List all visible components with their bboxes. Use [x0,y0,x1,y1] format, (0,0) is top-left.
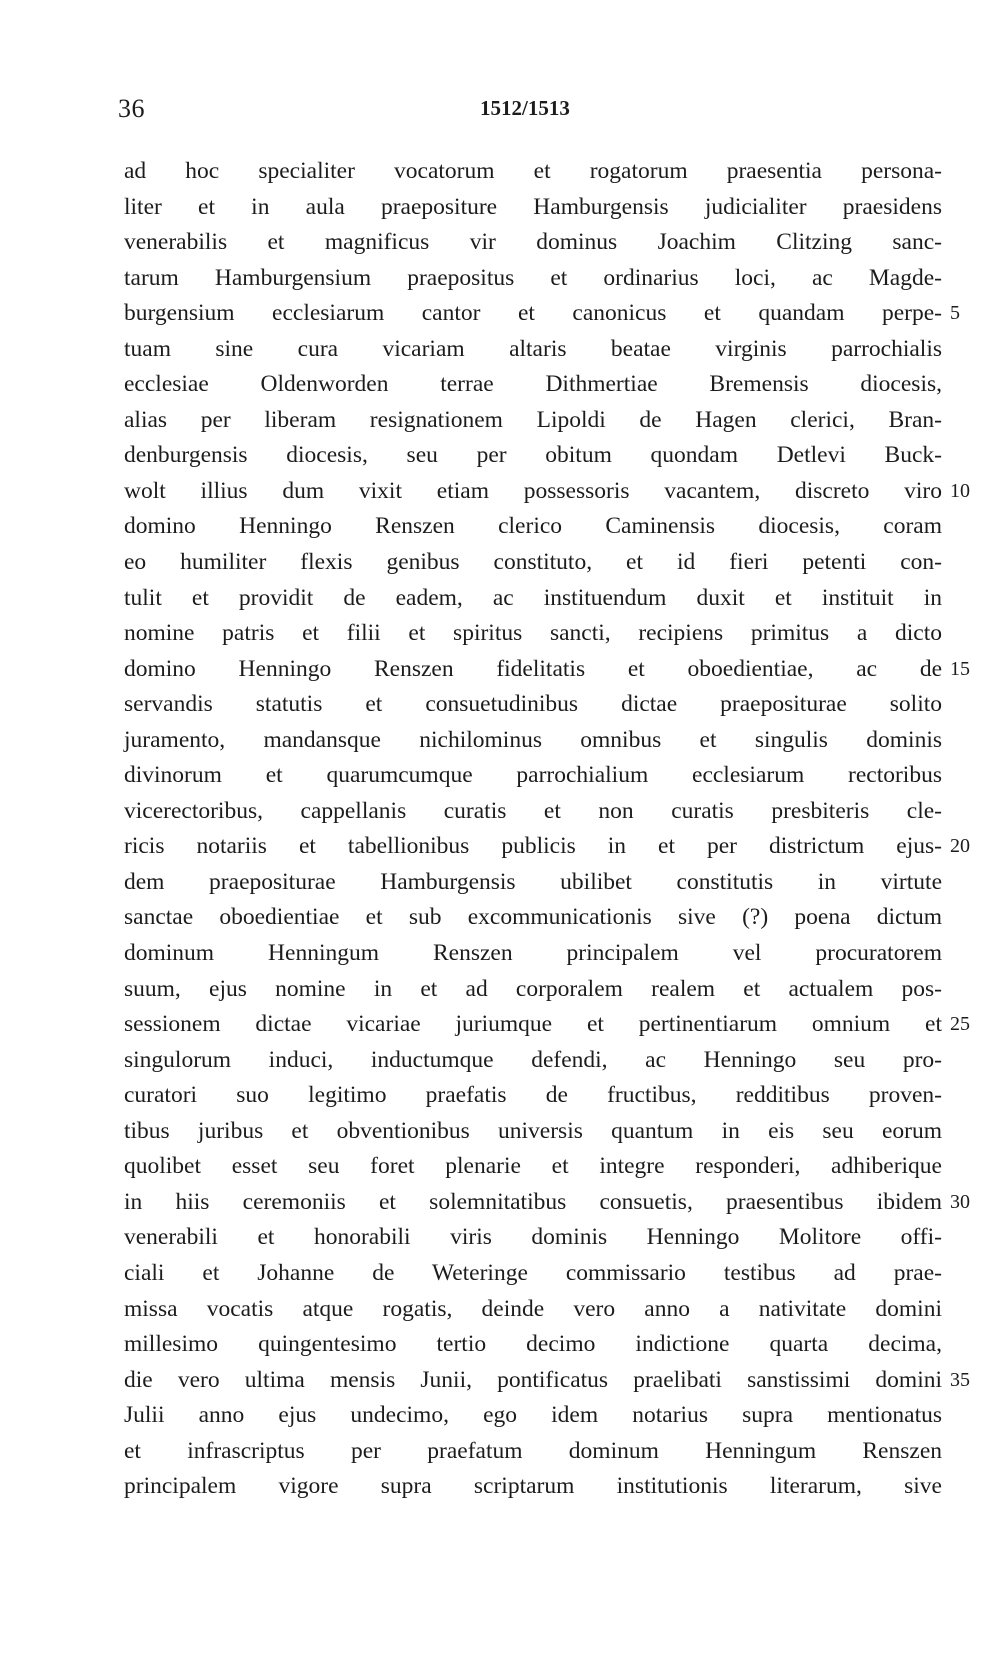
text-line [124,1292,942,1328]
text-line [124,367,942,403]
line-text: principalem vigore supra scriptarum institutionis literarum, sive [124,1473,942,1500]
line-text: quolibet esset seu foret plenarie et integre responderi, adhiberique [124,1153,942,1180]
line-text: denburgensis diocesis, seu per obitum quondam Detlevi Buck- [124,442,942,469]
line-text: ricis notariis et tabellionibus publicis in et per districtum ejus- [124,833,942,860]
text-line [124,687,942,723]
text-line [124,1363,970,1399]
text-line [124,332,942,368]
line-text: wolt illius dum vixit etiam possessoris vacantem, discreto viro [124,477,942,504]
line-text: venerabili et honorabili viris dominis Henningo Molitore offi- [124,1224,942,1251]
text-line [124,652,970,688]
text-line [124,474,970,510]
line-number: 25 [950,1013,970,1036]
line-text: servandis statutis et consuetudinibus dictae praepositurae solito [124,691,942,718]
text-line [124,936,942,972]
text-line [124,900,942,936]
line-text: tuam sine cura vicariam altaris beatae virginis parrochialis [124,335,942,362]
text-line [124,1469,942,1505]
text-line [124,581,942,617]
text-line [124,1007,970,1043]
text-line [124,1185,970,1221]
line-number: 10 [950,479,970,502]
text-line [124,723,942,759]
line-text: ecclesiae Oldenworden terrae Dithmertiae Bremensis diocesis, [124,371,942,398]
line-text: et infrascriptus per praefatum dominum Henningum Renszen [124,1437,942,1464]
text-line [124,545,942,581]
running-head: 1512/1513 [480,96,570,120]
text-line [124,261,942,297]
line-text: domino Henningo Renszen clerico Caminensis diocesis, coram [124,513,942,540]
line-text: tulit et providit de eadem, ac instituendum duxit et instituit in [124,584,942,611]
line-text: burgensium ecclesiarum cantor et canonicus et quandam perpe- [124,300,942,327]
text-line [124,972,942,1008]
line-text: curatori suo legitimo praefatis de fructibus, redditibus proven- [124,1082,942,1109]
line-text: eo humiliter flexis genibus constituto, et id fieri petenti con- [124,549,942,576]
text-line [124,829,970,865]
text-line [124,1149,942,1185]
text-line [124,438,942,474]
line-text: millesimo quingentesimo tertio decimo indictione quarta decima, [124,1331,942,1358]
line-number: 20 [950,835,970,858]
body-text [124,154,970,1505]
line-text: sessionem dictae vicariae juriumque et pertinentiarum omnium et [124,1011,942,1038]
line-text: missa vocatis atque rogatis, deinde vero anno a nativitate domini [124,1295,942,1322]
text-line [124,403,942,439]
text-line [124,190,942,226]
line-text: Julii anno ejus undecimo, ego idem notarius supra mentionatus [124,1402,942,1429]
line-text: die vero ultima mensis Junii, pontificatus praelibati sanstissimi domini [124,1366,942,1393]
line-text: tarum Hamburgensium praepositus et ordinarius loci, ac Magde- [124,264,942,291]
line-text: liter et in aula praepositure Hamburgensis judicialiter praesidens [124,193,942,220]
line-text: suum, ejus nomine in et ad corporalem realem et actualem pos- [124,975,942,1002]
line-number: 30 [950,1190,970,1213]
text-line [124,1078,942,1114]
line-text: in hiis ceremoniis et solemnitatibus consuetis, praesentibus ibidem [124,1188,942,1215]
line-text: ad hoc specialiter vocatorum et rogatorum praesentia persona- [124,158,942,184]
line-text: vicerectoribus, cappellanis curatis et non curatis presbiteris cle- [124,797,942,824]
text-line [124,1220,942,1256]
page-number: 36 [118,94,145,123]
text-line [124,1114,942,1150]
line-number: 5 [950,302,960,325]
text-line [124,758,942,794]
text-line [124,296,960,332]
text-line [124,509,942,545]
text-line [124,1327,942,1363]
text-line [124,1398,942,1434]
line-text: alias per liberam resignationem Lipoldi de Hagen clerici, Bran- [124,406,942,433]
text-line [124,1434,942,1470]
text-line [124,865,942,901]
line-number: 15 [950,657,970,680]
line-text: tibus juribus et obventionibus universis quantum in eis seu eorum [124,1117,942,1144]
text-line [124,1256,942,1292]
text-line [124,616,942,652]
line-text: ciali et Johanne de Weteringe commissario testibus ad prae- [124,1259,942,1286]
line-text: sanctae oboedientiae et sub excommunicationis sive (?) poena dictum [124,904,942,931]
text-line [124,225,942,261]
line-text: dominum Henningum Renszen principalem vel procuratorem [124,940,942,967]
line-text: domino Henningo Renszen fidelitatis et oboedientiae, ac de [124,655,942,682]
line-text: divinorum et quarumcumque parrochialium ecclesiarum rectoribus [124,762,942,789]
text-line [124,1043,942,1079]
line-text: juramento, mandansque nichilominus omnibus et singulis dominis [124,726,942,753]
text-line [124,154,942,190]
line-text: dem praepositurae Hamburgensis ubilibet constitutis in virtute [124,868,942,895]
line-text: nomine patris et filii et spiritus sancti, recipiens primitus a dicto [124,620,942,647]
text-line [124,794,942,830]
line-number: 35 [950,1368,970,1391]
line-text: singulorum induci, inductumque defendi, ac Henningo seu pro- [124,1046,942,1073]
line-text: venerabilis et magnificus vir dominus Joachim Clitzing sanc- [124,229,942,256]
